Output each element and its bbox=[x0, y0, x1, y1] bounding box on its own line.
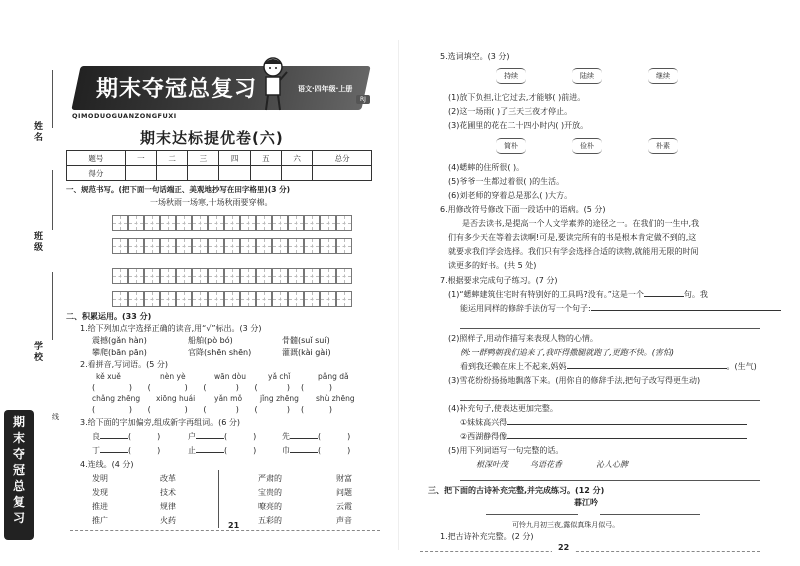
poem-blank[interactable] bbox=[486, 514, 578, 515]
page-footer-line bbox=[70, 530, 380, 531]
mascot-icon bbox=[258, 56, 288, 112]
grade-badge: 语文·四年级·上册 bbox=[298, 85, 353, 93]
binding-strip bbox=[0, 0, 62, 566]
q3-char[interactable]: 止 ( ) bbox=[188, 446, 257, 455]
poem-title: 暮江吟 bbox=[574, 498, 598, 507]
name-line bbox=[52, 70, 53, 128]
answer-line[interactable] bbox=[460, 480, 760, 481]
q3-char[interactable]: 巾 ( ) bbox=[282, 446, 351, 455]
pinyin: nèn yè bbox=[160, 372, 186, 381]
score-input-cell[interactable] bbox=[250, 166, 281, 181]
score-cell: 一 bbox=[125, 151, 156, 166]
q6-text-line[interactable]: 们有多少天在等着去读啊!可是,要读完所有的书是根本肯定做不到的,这 bbox=[448, 233, 697, 242]
match-col-1[interactable]: 发明 发现 推进 推广 bbox=[92, 474, 108, 525]
q3-char[interactable]: 户 ( ) bbox=[188, 432, 257, 441]
q5-prompt: 5.选词填空。(3 分) bbox=[440, 52, 510, 61]
class-line bbox=[52, 170, 53, 230]
score-cell: 六 bbox=[281, 151, 312, 166]
q7-1-line[interactable]: (1)“蟋蟀建筑住宅时有特别好的工具吗?没有。”这是一个 句。我 bbox=[448, 290, 708, 299]
q7-1-answer[interactable]: 能运用同样的修辞手法仿写一个句子: bbox=[460, 304, 781, 314]
word-option: 朴素 bbox=[648, 138, 678, 154]
match-col-4[interactable]: 财富 问题 云霞 声音 bbox=[336, 474, 352, 525]
word-option: 简朴 bbox=[496, 138, 526, 154]
score-input-cell[interactable] bbox=[313, 166, 372, 181]
q7-5-word: 鸟语花香 bbox=[530, 460, 562, 469]
q5-item[interactable]: (6)刘老师的穿着总是那么( )大方。 bbox=[448, 191, 573, 200]
q7-2-example: 例:一群鸭朝我们追来了,我吓得撒腿就跑了,更跑不快。(害怕) bbox=[460, 348, 675, 357]
spine-brand: 期末夺冠总复习 bbox=[4, 410, 34, 540]
q4-prompt: 4.连线。(4 分) bbox=[80, 460, 134, 469]
q5-item[interactable]: (5)爷爷一生都过着很( )的生活。 bbox=[448, 177, 565, 186]
score-cell: 题号 bbox=[67, 151, 126, 166]
writing-grid-row-4[interactable] bbox=[112, 291, 352, 307]
score-input-cell[interactable] bbox=[188, 166, 219, 181]
q1-item[interactable]: 船舶(pò bó) bbox=[188, 336, 233, 345]
pinyin: xiōng huái bbox=[156, 394, 196, 403]
brand-pinyin: QIMODUOGUANZONGFUXI bbox=[72, 112, 177, 120]
score-cell: 总分 bbox=[313, 151, 372, 166]
q7-prompt: 7.根据要求完成句子练习。(7 分) bbox=[440, 276, 558, 285]
q1-item[interactable]: 震撼(gǎn hàn) bbox=[92, 336, 147, 345]
q6-text-line[interactable]: 是否去读书,是提高一个人文学素养的途径之一。在我们的一生中,我 bbox=[462, 219, 700, 228]
word-option: 持续 bbox=[496, 68, 526, 84]
pinyin: kě xuě bbox=[96, 372, 121, 381]
section1-heading: 一、规范书写。(把下面一句话端正、美观地抄写在田字格里)(3 分) bbox=[66, 185, 291, 194]
score-table-header-row bbox=[67, 151, 372, 166]
page-footer-line bbox=[420, 551, 760, 552]
section3-heading: 三、把下面的古诗补充完整,并完成练习。(12 分) bbox=[428, 486, 605, 495]
q1-item[interactable]: 官降(shēn shēn) bbox=[188, 348, 252, 357]
q7-5-word: 根深叶茂 bbox=[476, 460, 508, 469]
section1-sentence: 一场秋雨一场寒,十场秋雨要穿棉。 bbox=[150, 198, 273, 207]
pinyin: yǎn mǒ bbox=[214, 394, 243, 403]
score-input-cell[interactable] bbox=[281, 166, 312, 181]
q6-text-line[interactable]: 读更多的好书。(共 5 处) bbox=[448, 261, 537, 270]
writing-grid-row-2[interactable] bbox=[112, 238, 352, 254]
q3-prompt: 3.给下面的字加偏旁,组成新字再组词。(6 分) bbox=[80, 418, 241, 427]
pinyin: jǐng zhēng bbox=[260, 394, 299, 403]
q3-char[interactable]: 丁 ( ) bbox=[92, 446, 161, 455]
answer-brackets[interactable]: ( ) ( ) ( ) ( ) ( ) bbox=[92, 383, 335, 392]
q5-item[interactable]: (3)花圃里的花在二十四小时内( )开放。 bbox=[448, 121, 589, 130]
writing-grid-row-1[interactable] bbox=[112, 215, 352, 231]
word-option: 陆续 bbox=[572, 68, 602, 84]
exam-title: 期末达标提优卷(六) bbox=[140, 129, 284, 147]
name-label: 姓名 bbox=[34, 122, 44, 143]
edition-badge: RJ bbox=[356, 95, 370, 104]
q7-4a[interactable]: ①妹妹高兴得 bbox=[460, 418, 747, 428]
cut-line-label: 线 bbox=[52, 413, 59, 421]
q1-item[interactable]: 灌溉(kài gài) bbox=[282, 348, 331, 357]
page-number-right: 22 bbox=[552, 543, 575, 552]
brand-title: 期末夺冠总复习 bbox=[96, 77, 258, 102]
answer-brackets[interactable]: ( ) ( ) ( ) ( ) ( ) bbox=[92, 405, 335, 414]
q1-prompt: 1.给下列加点字选择正确的读音,用“√”标出。(3 分) bbox=[80, 324, 262, 333]
word-option: 继续 bbox=[648, 68, 678, 84]
pinyin: yǎ chǐ bbox=[268, 372, 291, 381]
answer-line[interactable] bbox=[460, 400, 760, 401]
class-label: 班级 bbox=[34, 232, 44, 253]
answer-line[interactable] bbox=[460, 328, 760, 329]
pinyin: wān dòu bbox=[214, 372, 246, 381]
score-cell: 得分 bbox=[67, 166, 126, 181]
q5-item[interactable]: (2)这一场雨( )了三天三夜才停止。 bbox=[448, 107, 573, 116]
score-input-cell[interactable] bbox=[219, 166, 250, 181]
q6-text-line[interactable]: 就要求我们学会选择。我们只有学会选择合适的读物,就能用无限的时间 bbox=[448, 247, 699, 256]
match-col-2[interactable]: 改革 技术 规律 火药 bbox=[160, 474, 176, 525]
q7-4-prompt: (4)补充句子,使表达更加完整。 bbox=[448, 404, 558, 413]
q7-5-prompt: (5)用下列词语写一句完整的话。 bbox=[448, 446, 564, 455]
q7-2-prompt: (2)照样子,用动作描写来表现人物的心情。 bbox=[448, 334, 598, 343]
q3-char[interactable]: 良 ( ) bbox=[92, 432, 161, 441]
section2-heading: 二、积累运用。(33 分) bbox=[66, 312, 152, 321]
q5-item[interactable]: (4)蟋蟀的住所很( )。 bbox=[448, 163, 525, 172]
q7-4b[interactable]: ②西湖静得像 bbox=[460, 432, 747, 442]
poem-line: 可怜九月初三夜,露似真珠月似弓。 bbox=[512, 521, 620, 529]
pinyin: shù zhēng bbox=[316, 394, 355, 403]
q7-3-prompt: (3)雪花纷纷扬扬地飘落下来。(用你自的修辞手法,把句子改写得更生动) bbox=[448, 376, 701, 385]
word-option: 俭朴 bbox=[572, 138, 602, 154]
match-divider bbox=[218, 470, 219, 528]
pinyin: pǎng dǎ bbox=[318, 372, 349, 381]
q5-item[interactable]: (1)放下负担,让它过去,才能够( )前进。 bbox=[448, 93, 586, 102]
poem-blank[interactable] bbox=[600, 514, 700, 515]
score-input-cell[interactable] bbox=[157, 166, 188, 181]
match-col-3[interactable]: 严肃的 宝贵的 嘹亮的 五彩的 bbox=[258, 474, 282, 525]
score-cell: 二 bbox=[157, 151, 188, 166]
score-table-score-row bbox=[67, 166, 372, 181]
q6-prompt: 6.用修改符号修改下面一段话中的语病。(5 分) bbox=[440, 205, 606, 214]
score-input-cell[interactable] bbox=[125, 166, 156, 181]
q2-prompt: 2.看拼音,写词语。(5 分) bbox=[80, 360, 169, 369]
score-cell: 五 bbox=[250, 151, 281, 166]
school-label: 学校 bbox=[34, 342, 44, 363]
q3-char[interactable]: 先 ( ) bbox=[282, 432, 351, 441]
pinyin: chǎng zhēng bbox=[92, 394, 141, 403]
page-gutter bbox=[398, 40, 399, 550]
score-table bbox=[66, 150, 372, 181]
q1-item[interactable]: 攀爬(bān pān) bbox=[92, 348, 147, 357]
q1-item[interactable]: 骨髓(suǐ suí) bbox=[282, 336, 330, 345]
writing-grid-row-3[interactable] bbox=[112, 268, 352, 284]
score-cell: 三 bbox=[188, 151, 219, 166]
q7-5-word: 沁人心脾 bbox=[596, 460, 628, 469]
q7-2-answer[interactable]: 看到我还赖在床上不起来,妈妈 。(生气) bbox=[460, 362, 757, 371]
score-cell: 四 bbox=[219, 151, 250, 166]
school-line bbox=[52, 272, 53, 340]
page-number-left: 21 bbox=[222, 521, 245, 530]
section3-q1: 1.把古诗补充完整。(2 分) bbox=[440, 532, 534, 541]
